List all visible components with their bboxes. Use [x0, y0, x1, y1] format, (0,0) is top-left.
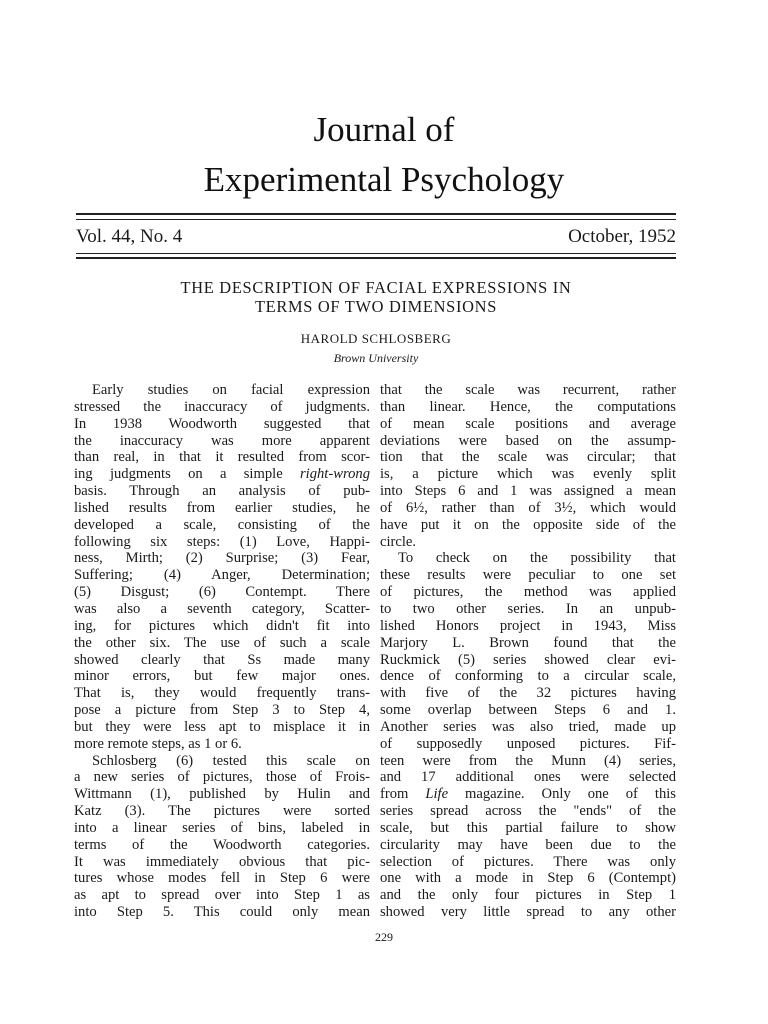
text-line: following six steps: (1) Love, Happi- [74, 533, 370, 550]
text-line: That is, they would frequently trans- [74, 685, 370, 702]
text-line: from Life magazine. Only one of this [380, 786, 676, 803]
text-line: have put it on the opposite side of the [380, 516, 676, 533]
text-line: basis. Through an analysis of pub- [74, 483, 370, 500]
article-title-line1: THE DESCRIPTION OF FACIAL EXPRESSIONS IN [180, 278, 572, 297]
text-line: than real, in that it resulted from scor- [74, 449, 370, 466]
text-line: tures whose modes fell in Step 6 were [74, 870, 370, 887]
text-line: Early studies on facial expression [92, 382, 370, 398]
text-line: these results were peculiar to one set [380, 567, 676, 584]
article-title-line2: TERMS OF TWO DIMENSIONS [254, 297, 498, 316]
header-rule [76, 257, 676, 259]
text-line: the other six. The use of such a scale [74, 634, 370, 651]
header-rule [76, 219, 676, 220]
text-line: minor errors, but few major ones. [74, 668, 370, 685]
text-line: some overlap between Steps 6 and 1. [380, 702, 676, 719]
text-line: as apt to spread over into Step 1 as [74, 887, 370, 904]
text-line: a new series of pictures, those of Frois- [74, 769, 370, 786]
text-line: of pictures, the method was applied [380, 584, 676, 601]
text-line: that the scale was recurrent, rather [380, 382, 676, 398]
text-line: showed very little spread to any other [380, 904, 676, 921]
text-line: but they were less apt to misplace it in [74, 718, 370, 735]
text-line: of 6½, rather than of 3½, which would [380, 499, 676, 516]
text-line: was also a seventh category, Scatter- [74, 600, 370, 617]
text-line: circle. [380, 533, 417, 550]
text-line: series spread across the "ends" of the [380, 803, 676, 820]
text-line: Suffering; (4) Anger, Determination; [74, 567, 370, 584]
text-line: terms of the Woodworth categories. [74, 836, 370, 853]
text-line: developed a scale, consisting of the [74, 516, 370, 533]
journal-title-line2: Experimental Psychology [203, 160, 565, 199]
text-line [74, 466, 370, 483]
volume-number: Vol. 44, No. 4 [76, 226, 183, 247]
text-line: In 1938 Woodworth suggested that [74, 415, 370, 432]
text-segment: ing judgments on a simple right-wrong [74, 466, 370, 483]
italic-term: right-wrong [299, 466, 370, 483]
header-rule [76, 253, 676, 254]
text-line: (5) Disgust; (6) Contempt. There [74, 584, 370, 601]
text-line: and the only four pictures in Step 1 [380, 887, 676, 904]
text-line: Katz (3). The pictures were sorted [74, 803, 370, 820]
text-line: lished Honors project in 1943, Miss [380, 617, 676, 634]
text-line: to two other series. In an unpub- [380, 600, 676, 617]
text-line: selection of pictures. There was only [380, 853, 676, 870]
text-line: with five of the 32 pictures having [380, 685, 676, 702]
text-line: scale, but this partial failure to show [380, 819, 676, 836]
header-rule [76, 213, 676, 215]
author-name: HAROLD SCHLOSBERG [300, 331, 452, 346]
italic-term: Life [425, 786, 449, 803]
text-line: Another series was also tried, made up [380, 718, 676, 735]
text-line: ness, Mirth; (2) Surprise; (3) Fear, [74, 550, 370, 567]
text-line: of supposedly unposed pictures. Fif- [380, 735, 676, 752]
text-line: is, a picture which was evenly split [380, 466, 676, 483]
text-line: than linear. Hence, the computations [380, 398, 676, 415]
text-line: of mean scale positions and average [380, 415, 676, 432]
text-line: into a linear series of bins, labeled in [74, 819, 370, 836]
issue-line [76, 226, 676, 252]
text-line: To check on the possibility that [398, 550, 676, 567]
issue-date: October, 1952 [568, 226, 676, 247]
text-line: pose a picture from Step 3 to Step 4, [74, 702, 370, 719]
text-line: Marjory L. Brown found that the [380, 634, 676, 651]
text-line: Ruckmick (5) series showed clear evi- [380, 651, 676, 668]
text-line: Schlosberg (6) tested this scale on [92, 752, 370, 769]
author-affiliation: Brown University [333, 351, 419, 365]
text-line: ing, for pictures which didn't fit into [74, 617, 370, 634]
text-line: circularity may have been due to the [380, 836, 676, 853]
text-line: tion that the scale was circular; that [380, 449, 676, 466]
text-line: teen were from the Munn (4) series, [380, 752, 676, 769]
text-line: dence of conforming to a circular scale, [380, 668, 676, 685]
text-line: one with a mode in Step 6 (Contempt) [380, 870, 676, 887]
text-line: into Steps 6 and 1 was assigned a mean [380, 483, 676, 500]
text-line: and 17 additional ones were selected [380, 769, 676, 786]
journal-title-line1: Journal of [313, 110, 455, 149]
text-line: into Step 5. This could only mean [74, 904, 370, 921]
text-line: the inaccuracy was more apparent [74, 432, 370, 449]
text-line: lished results from earlier studies, he [74, 499, 370, 516]
left-column [74, 382, 370, 921]
text-line: It was immediately obvious that pic- [74, 853, 370, 870]
text-line: Wittmann (1), published by Hulin and [74, 786, 370, 803]
page-number: 229 [375, 930, 393, 944]
text-line: showed clearly that Ss made many [74, 651, 370, 668]
text-line: deviations were based on the assump- [380, 432, 676, 449]
text-line: more remote steps, as 1 or 6. [74, 735, 242, 752]
right-column [380, 382, 676, 921]
text-line: stressed the inaccuracy of judgments. [74, 398, 370, 415]
